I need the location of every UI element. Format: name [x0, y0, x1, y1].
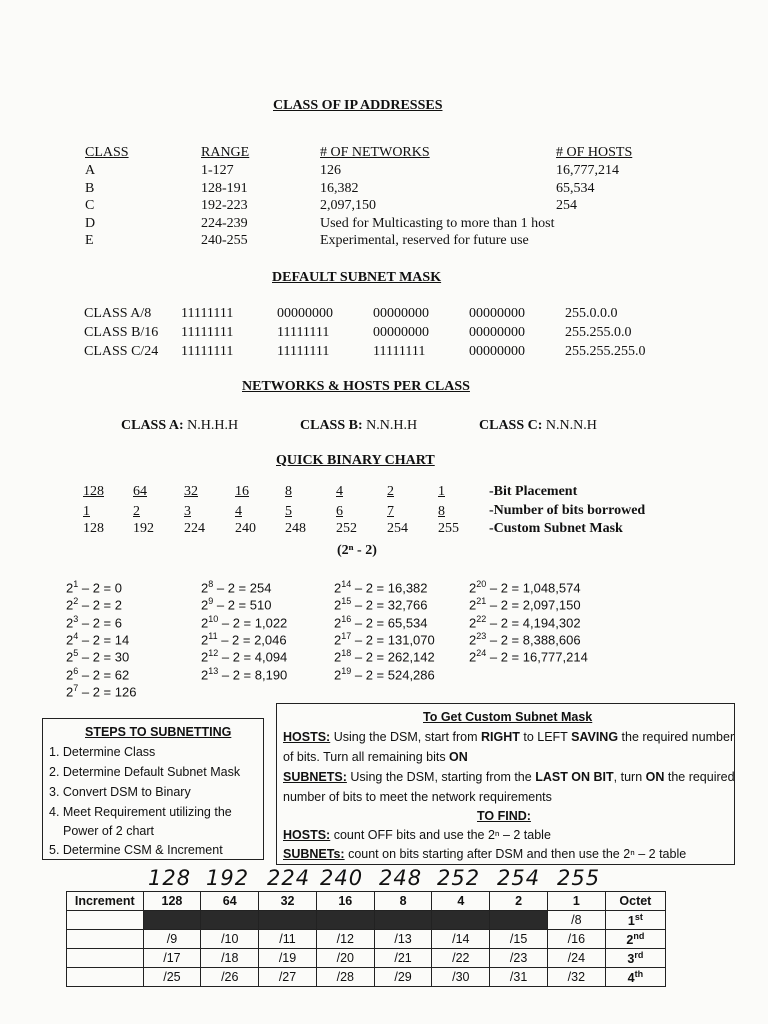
handwritten-value: 240 [320, 866, 364, 890]
increment-cell [490, 911, 548, 930]
power-entry: $2^9 - 2 = 510$ [201, 596, 272, 613]
increment-cell [67, 911, 144, 930]
custom-mask-value: 224 [184, 521, 205, 536]
bits-borrowed-value: 2 [133, 504, 140, 519]
binary-chart-label: -Bit Placement [489, 484, 578, 499]
increment-cell: 2nd [605, 930, 665, 949]
increment-cell: /19 [259, 949, 317, 968]
handwritten-value: 192 [206, 866, 250, 890]
octet-suffix: nd [633, 930, 645, 941]
increment-cell: /27 [259, 968, 317, 987]
class-table-header: CLASS [85, 145, 129, 160]
power-exponent: 8 [208, 579, 214, 589]
mask-table-cell: CLASS C/24 [84, 344, 159, 359]
power-exponent: 3 [73, 613, 79, 624]
increment-header-cell: 128 [143, 892, 201, 911]
networks-hosts-title: NETWORKS & HOSTS PER CLASS [242, 379, 470, 394]
increment-header-cell: Increment [67, 892, 144, 911]
handwritten-value: 252 [437, 866, 481, 890]
power-entry: $2^1 - 2 = 0$ [66, 579, 122, 596]
steps-title: STEPS TO SUBNETTING [85, 725, 232, 739]
bit-placement-value: 4 [336, 484, 343, 499]
power-entry: $2^{18} - 2 = 262,142$ [334, 648, 435, 665]
power-exponent: 24 [476, 648, 487, 659]
increment-cell: /14 [432, 930, 490, 949]
power-exponent: 23 [476, 630, 487, 641]
binary-chart-label: -Custom Subnet Mask [489, 521, 623, 536]
power-entry: $2^{23} - 2 = 8,388,606$ [469, 630, 581, 648]
handwritten-value: 254 [497, 866, 541, 890]
octet-suffix: th [634, 968, 644, 979]
increment-cell: /21 [374, 949, 432, 968]
power-exponent: 11 [208, 630, 218, 641]
mask-table-cell: 255.0.0.0 [565, 306, 618, 321]
custom-mask-value: 254 [387, 521, 408, 536]
power-exponent: 15 [341, 596, 352, 607]
step-item: 3. Convert DSM to Binary [49, 785, 191, 799]
handwritten-value: 255 [557, 866, 601, 890]
find-subnets-line: SUBNETs: count on bits starting after DSM and then use the 2ⁿ – 2 table [283, 847, 687, 861]
power-exponent: 20 [476, 579, 487, 589]
increment-header-cell: 8 [374, 892, 432, 911]
mask-table-cell: 11111111 [181, 325, 234, 340]
increment-table [66, 891, 666, 987]
power-exponent: 21 [476, 596, 487, 607]
step-item: 1. Determine Class [49, 745, 156, 759]
increment-header-cell: Octet [605, 892, 665, 911]
power-exponent: 12 [208, 648, 219, 659]
bit-placement-value: 2 [387, 484, 394, 499]
bits-borrowed-value: 4 [235, 504, 242, 519]
binary-chart-label: -Number of bits borrowed [489, 502, 646, 518]
increment-header-cell: 16 [316, 892, 374, 911]
increment-cell: /22 [432, 949, 490, 968]
increment-cell: /10 [201, 930, 259, 949]
bits-borrowed-value: 6 [336, 504, 343, 519]
increment-cell: /11 [259, 930, 317, 949]
power-exponent: 5 [73, 648, 79, 659]
power-exponent: 16 [341, 613, 352, 624]
power-exponent: 19 [341, 665, 352, 676]
power-entry: $2^{17} - 2 = 131,070$ [334, 630, 435, 648]
power-exponent: 7 [73, 682, 79, 693]
mask-table-cell: 11111111 [277, 344, 330, 359]
bit-placement-value: 32 [184, 484, 198, 499]
class-table-cell: 1-127 [201, 163, 234, 178]
bit-placement-value: 8 [285, 484, 292, 499]
class-table-cell: 254 [556, 198, 577, 213]
increment-cell [67, 949, 144, 968]
increment-cell [316, 911, 374, 930]
increment-header-cell: 64 [201, 892, 259, 911]
power-exponent: 17 [341, 630, 352, 641]
class-table-cell: 2,097,150 [320, 198, 376, 213]
power-formula: (2ⁿ - 2) [337, 543, 377, 558]
increment-cell [201, 911, 259, 930]
increment-cell: /20 [316, 949, 374, 968]
class-section-title: CLASS OF IP ADDRESSES [273, 98, 443, 113]
power-exponent: 18 [341, 648, 352, 659]
increment-cell: /12 [316, 930, 374, 949]
to-find-label: TO FIND: [477, 809, 531, 823]
bit-placement-value: 128 [83, 484, 104, 499]
mask-table-cell: CLASS A/8 [84, 306, 152, 321]
increment-cell [67, 930, 144, 949]
bits-borrowed-value: 1 [83, 504, 90, 519]
class-table-cell: 240-255 [201, 233, 248, 248]
class-table-cell: 128-191 [201, 180, 248, 196]
increment-cell [432, 911, 490, 930]
power-exponent: 2 [73, 596, 79, 607]
per-class-value: N.H.H.H [187, 418, 239, 433]
power-entry: $2^{21} - 2 = 2,097,150$ [469, 596, 581, 613]
mask-table-cell: 00000000 [373, 306, 429, 321]
per-class-value: N.N.H.H [366, 418, 418, 433]
bits-borrowed-value: 3 [184, 504, 191, 519]
mask-table-cell: 00000000 [469, 306, 525, 321]
class-table-cell: 126 [320, 163, 341, 178]
increment-header-cell: 4 [432, 892, 490, 911]
custom-mask-value: 255 [438, 521, 459, 536]
increment-cell: 1st [605, 911, 665, 930]
custom-mask-value: 128 [83, 521, 104, 536]
power-entry: $2^6 - 2 = 62$ [66, 665, 130, 682]
increment-cell: /9 [143, 930, 201, 949]
step-item: 5. Determine CSM & Increment [49, 843, 223, 857]
power-entry: $2^{20} - 2 = 1,048,574$ [469, 579, 581, 596]
mask-table-cell: 00000000 [277, 306, 333, 321]
increment-cell: /24 [547, 949, 605, 968]
increment-cell: /18 [201, 949, 259, 968]
find-hosts-line: HOSTS: count OFF bits and use the 2ⁿ – 2 table [283, 828, 551, 842]
default-mask-title: DEFAULT SUBNET MASK [272, 270, 442, 285]
mask-table-cell: 00000000 [469, 344, 525, 359]
mask-table-cell: 11111111 [373, 344, 426, 359]
custom-mask-value: 252 [336, 521, 357, 536]
increment-cell: /26 [201, 968, 259, 987]
custom-mask-value: 248 [285, 521, 306, 536]
class-table-cell: B [85, 180, 95, 196]
mask-table-cell: 00000000 [469, 325, 525, 340]
per-class-item [479, 418, 597, 434]
increment-cell: /8 [547, 911, 605, 930]
power-exponent: 9 [208, 596, 214, 607]
bits-borrowed-value: 8 [438, 504, 445, 519]
power-entry: $2^{12} - 2 = 4,094$ [201, 648, 288, 665]
power-entry: $2^3 - 2 = 6$ [66, 613, 122, 630]
class-table-cell: 224-239 [201, 215, 248, 231]
power-entry: $2^{10} - 2 = 1,022$ [201, 613, 288, 630]
custom-mask-title: To Get Custom Subnet Mask [423, 710, 593, 724]
increment-cell: /31 [490, 968, 548, 987]
hosts-rule-line1: HOSTS: Using the DSM, start from RIGHT to LEFT SAVING the required number [283, 730, 735, 744]
increment-cell: 3rd [605, 949, 665, 968]
class-table-cell: Experimental, reserved for future use [320, 233, 529, 248]
power-exponent: 22 [476, 613, 487, 624]
increment-cell [67, 968, 144, 987]
octet-suffix: st [634, 911, 643, 922]
increment-cell: /15 [490, 930, 548, 949]
class-table-cell: 16,382 [320, 180, 359, 196]
per-class-item [121, 418, 238, 434]
power-exponent: 10 [208, 613, 219, 624]
power-exponent: 4 [73, 630, 79, 641]
increment-header-cell: 32 [259, 892, 317, 911]
octet-suffix: rd [634, 949, 644, 960]
power-entry: $2^{24} - 2 = 16,777,214$ [469, 648, 588, 665]
power-entry: $2^{11} - 2 = 2,046$ [201, 630, 287, 648]
power-entry: $2^8 - 2 = 254$ [201, 579, 272, 596]
step-item: 4. Meet Requirement utilizing the [49, 805, 232, 819]
power-exponent: 14 [341, 579, 352, 589]
subnets-rule-line2: number of bits to meet the network requirements [283, 790, 552, 804]
handwritten-value: 128 [148, 866, 192, 890]
mask-table-cell: CLASS B/16 [84, 325, 159, 340]
class-table-cell: 192-223 [201, 198, 248, 213]
power-entry: $2^7 - 2 = 126$ [66, 682, 137, 700]
steps-box [42, 718, 264, 860]
increment-cell [143, 911, 201, 930]
increment-cell: /13 [374, 930, 432, 949]
bit-placement-value: 16 [235, 484, 249, 499]
class-table-cell: 16,777,214 [556, 163, 619, 178]
power-entry: $2^5 - 2 = 30$ [66, 648, 130, 665]
mask-table-cell: 00000000 [373, 325, 429, 340]
increment-cell: 4th [605, 968, 665, 987]
power-entry: $2^{22} - 2 = 4,194,302$ [469, 613, 581, 630]
bits-borrowed-value: 7 [387, 504, 394, 519]
class-table-cell: A [85, 163, 96, 178]
class-table-header: # OF NETWORKS [320, 145, 430, 160]
power-exponent: 6 [73, 665, 79, 676]
step-item: Power of 2 chart [63, 824, 155, 838]
class-table-header: # OF HOSTS [556, 145, 633, 160]
mask-table-cell: 11111111 [181, 306, 234, 321]
mask-table-cell: 255.255.0.0 [565, 325, 632, 340]
power-entry: $2^{15} - 2 = 32,766$ [334, 596, 428, 613]
mask-table-cell: 11111111 [277, 325, 330, 340]
binary-chart-title: QUICK BINARY CHART [276, 453, 435, 468]
custom-mask-value: 240 [235, 521, 256, 536]
increment-cell [374, 911, 432, 930]
increment-cell: /30 [432, 968, 490, 987]
handwritten-value: 248 [379, 866, 423, 890]
increment-cell [259, 911, 317, 930]
custom-mask-value: 192 [133, 521, 154, 536]
mask-table-cell: 255.255.255.0 [565, 344, 646, 359]
bits-borrowed-value: 5 [285, 504, 292, 519]
subnets-rule-line1: SUBNETS: Using the DSM, starting from the LAST ON BIT, turn ON the required [283, 770, 735, 784]
power-exponent: 1 [73, 579, 79, 589]
power-entry: $2^4 - 2 = 14$ [66, 630, 130, 648]
per-class-label: CLASS C: [479, 418, 546, 433]
power-entry: $2^{16} - 2 = 65,534$ [334, 613, 428, 630]
hosts-rule-line2: of bits. Turn all remaining bits ON [283, 750, 468, 764]
increment-cell: /17 [143, 949, 201, 968]
increment-cell: /29 [374, 968, 432, 987]
power-entry: $2^2 - 2 = 2$ [66, 596, 122, 613]
increment-cell: /28 [316, 968, 374, 987]
increment-cell: /25 [143, 968, 201, 987]
power-entry: $2^{13} - 2 = 8,190$ [201, 665, 288, 682]
per-class-label: CLASS B: [300, 418, 367, 433]
class-table-header: RANGE [201, 145, 250, 160]
bit-placement-value: 1 [438, 484, 445, 499]
per-class-value: N.N.N.H [545, 418, 597, 433]
per-class-label: CLASS A: [121, 418, 188, 433]
increment-cell: /16 [547, 930, 605, 949]
increment-header-cell: 2 [490, 892, 548, 911]
step-item: 2. Determine Default Subnet Mask [49, 765, 241, 779]
class-table-cell: Used for Multicasting to more than 1 host [320, 215, 555, 231]
custom-mask-box [276, 703, 735, 865]
handwritten-value: 224 [267, 866, 311, 890]
increment-header-cell: 1 [547, 892, 605, 911]
class-table-cell: C [85, 198, 95, 213]
power-exponent: 13 [208, 665, 219, 676]
class-table-cell: E [85, 233, 94, 248]
increment-cell: /32 [547, 968, 605, 987]
mask-table-cell: 11111111 [181, 344, 234, 359]
per-class-item [300, 418, 417, 434]
increment-cell: /23 [490, 949, 548, 968]
bit-placement-value: 64 [133, 484, 147, 499]
power-entry: $2^{19} - 2 = 524,286$ [334, 665, 435, 682]
class-table-cell: D [85, 215, 96, 231]
power-entry: $2^{14} - 2 = 16,382$ [334, 579, 428, 596]
class-table-cell: 65,534 [556, 180, 595, 196]
